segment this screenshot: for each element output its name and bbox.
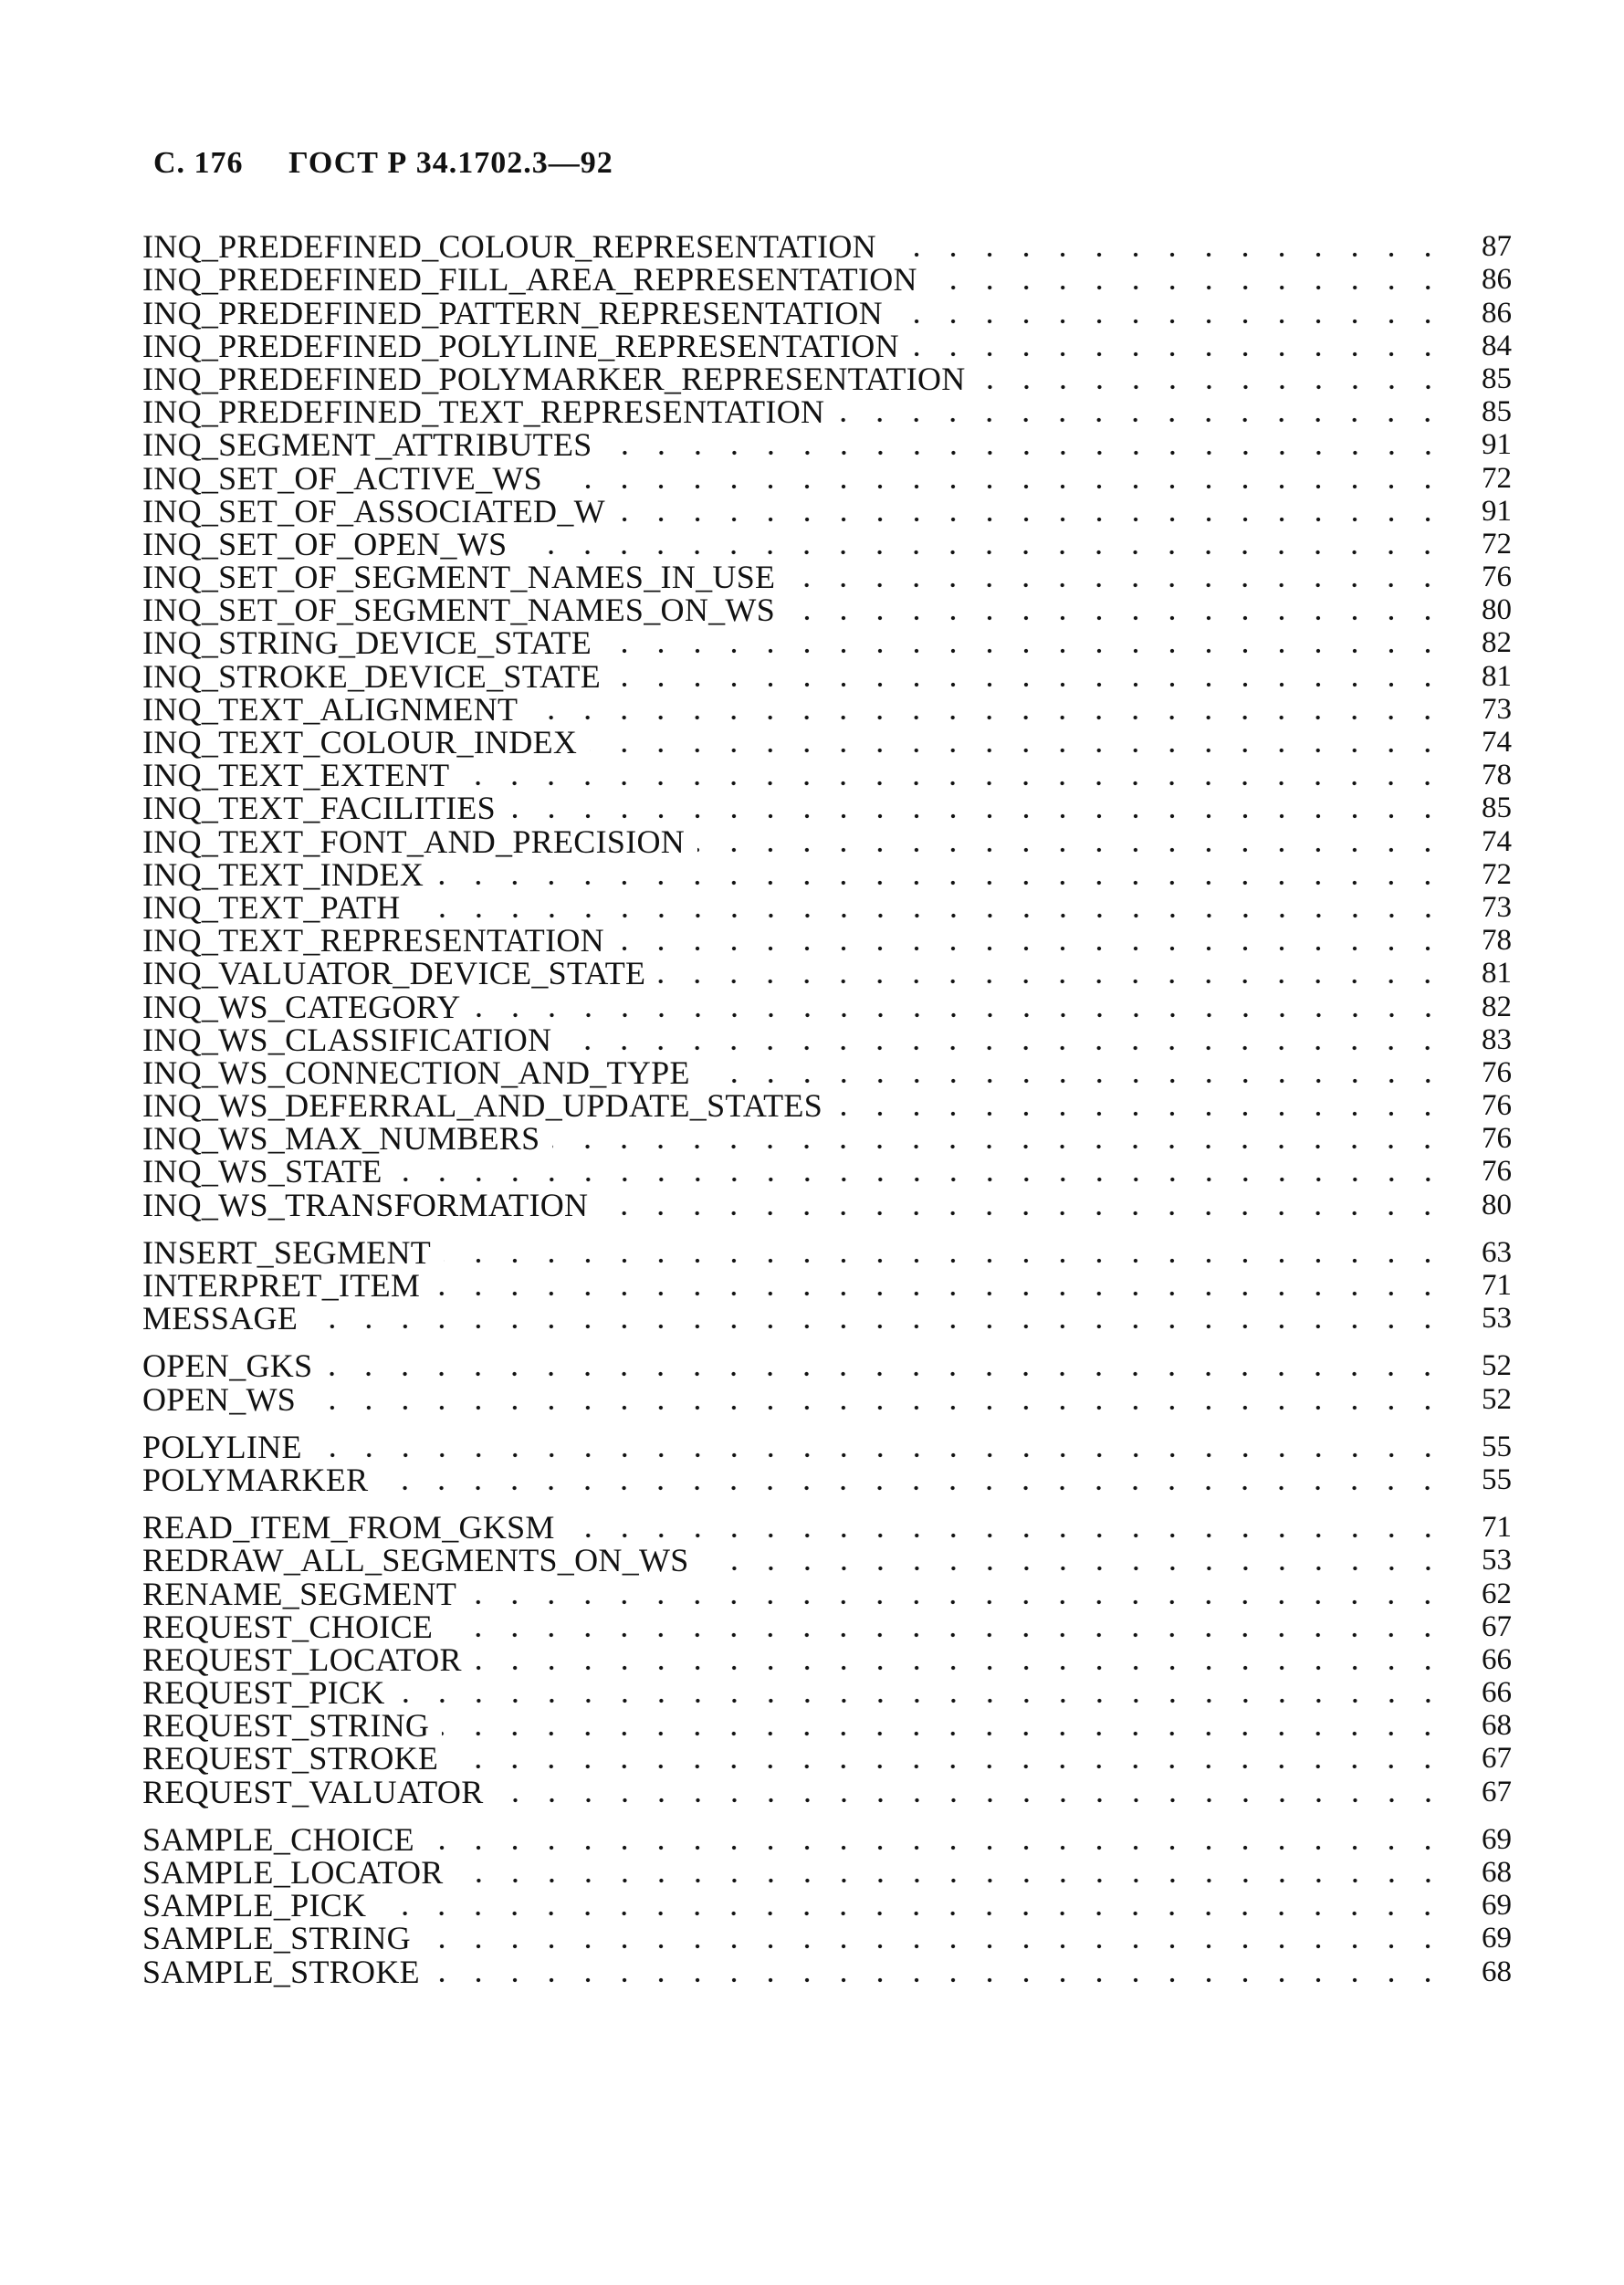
entry-page-number: 87 [1482,230,1512,264]
dot-leader [519,550,1446,555]
entry-page-number: 71 [1482,1269,1512,1302]
dot-leader [475,1665,1446,1671]
dot-leader [835,1111,1446,1116]
index-entry [142,1856,1512,1889]
entry-page-number: 80 [1482,593,1512,627]
dot-leader [564,1045,1446,1051]
dot-leader [451,1764,1446,1769]
index-entry [142,1707,1512,1745]
index-entry [142,1155,1512,1188]
entry-name: INQ_SET_OF_SEGMENT_NAMES_IN_USE [142,559,776,596]
index-entry [142,1953,1512,1990]
dot-leader [605,450,1446,456]
index-entry [142,726,1512,759]
entry-page-number: 66 [1482,1676,1512,1710]
dot-leader [424,1944,1446,1949]
index-group [142,1428,1512,1498]
index-entry [142,624,1512,662]
index-entry [142,1302,1512,1335]
dot-leader [427,1845,1446,1850]
entry-page-number: 74 [1482,824,1512,858]
entry-name: INQ_PREDEFINED_POLYMARKER_REPRESENTATION [142,360,966,397]
standard-designation: ГОСТ Р 34.1702.3—92 [288,146,613,180]
entry-page-number: 81 [1482,957,1512,991]
index-entry [142,459,1512,497]
dot-leader [555,484,1446,489]
index-entry [142,1087,1512,1125]
index-entry [142,855,1512,893]
dot-leader [604,648,1446,654]
entry-name: INQ_SET_OF_SEGMENT_NAMES_ON_WS [142,592,776,629]
index-entry [142,1889,1512,1922]
dot-leader [617,946,1446,951]
dot-leader [568,1533,1446,1538]
page-number: С. 176 [153,146,244,180]
entry-page-number: 63 [1482,1235,1512,1269]
entry-name: INTERPRET_ITEM [142,1267,421,1304]
dot-leader [889,252,1446,257]
entry-page-number: 76 [1482,561,1512,594]
entry-name: INQ_TEXT_PATH [142,888,401,926]
entry-page-number: 91 [1482,494,1512,528]
entry-page-number: 82 [1482,626,1512,660]
index-entry [142,1269,1512,1302]
entry-page-number: 86 [1482,263,1512,297]
dot-leader [310,1324,1446,1329]
entry-page-number: 82 [1482,990,1512,1023]
dot-leader [658,979,1446,984]
entry-name: INQ_TEXT_INDEX [142,855,424,893]
index-entry [142,1640,1512,1678]
index-entry [142,1511,1512,1544]
entry-page-number: 86 [1482,296,1512,330]
index-entry [142,1610,1512,1643]
entry-name: REQUEST_CHOICE [142,1608,434,1645]
dot-leader [469,1599,1446,1605]
dot-leader [309,1405,1446,1410]
entry-name: RENAME_SEGMENT [142,1575,457,1612]
entry-name: INQ_TEXT_REPRESENTATION [142,922,604,959]
dot-leader [436,880,1446,886]
index-entry [142,757,1512,794]
entry-name: INQ_WS_MAX_NUMBERS [142,1120,540,1158]
entry-name: INQ_PREDEFINED_PATTERN_REPRESENTATION [142,294,883,331]
index-entry [142,426,1512,464]
index-entry [142,823,1512,860]
index-entry [142,492,1512,529]
index-entry [142,988,1512,1025]
entry-name: SAMPLE_STROKE [142,1953,420,1990]
entry-name: REQUEST_VALUATOR [142,1773,484,1810]
index-entry [142,1922,1512,1955]
entry-name: INQ_PREDEFINED_COLOUR_REPRESENTATION [142,228,876,266]
entry-name: REQUEST_STRING [142,1707,430,1745]
entry-page-number: 73 [1482,692,1512,726]
entry-name: INQ_TEXT_COLOUR_INDEX [142,724,578,760]
entry-name: REQUEST_STROKE [142,1740,439,1777]
entry-page-number: 76 [1482,1122,1512,1156]
index-entry [142,1674,1512,1712]
dot-leader [325,1371,1446,1377]
entry-name: READ_ITEM_FROM_GKSM [142,1509,555,1546]
entry-page-number: 78 [1482,924,1512,958]
dot-leader [442,1731,1446,1736]
entry-page-number: 85 [1482,362,1512,395]
dot-leader [552,1144,1446,1149]
dot-leader [462,781,1446,786]
entry-name: SAMPLE_CHOICE [142,1820,414,1858]
entry-name: POLYLINE [142,1428,302,1465]
entry-name: INQ_STROKE_DEVICE_STATE [142,657,601,695]
entry-name: INQ_TEXT_ALIGNMENT [142,690,519,728]
entry-page-number: 74 [1482,726,1512,759]
dot-leader [896,319,1446,324]
dot-leader [979,384,1446,390]
index-entry [142,1188,1512,1221]
index-entry [142,592,1512,629]
entry-page-number: 67 [1482,1742,1512,1776]
index-entry [142,1120,1512,1158]
dot-leader [930,285,1446,290]
entry-page-number: 52 [1482,1349,1512,1383]
entry-page-number: 55 [1482,1430,1512,1463]
dot-leader [530,715,1446,720]
index-entry [142,559,1512,596]
dot-leader [433,1977,1446,1983]
entry-page-number: 69 [1482,1822,1512,1856]
index-entry [142,327,1512,364]
entry-name: SAMPLE_STRING [142,1920,411,1957]
index-entry [142,1380,1512,1418]
entry-page-number: 85 [1482,791,1512,825]
entry-name: INSERT_SEGMENT [142,1233,432,1271]
entry-page-number: 68 [1482,1709,1512,1743]
dot-leader [445,1632,1446,1638]
index-entry [142,690,1512,728]
index-entry [142,393,1512,431]
entry-name: INQ_PREDEFINED_FILL_AREA_REPRESENTATION [142,261,917,299]
index-group [142,1511,1512,1808]
entry-name: INQ_WS_CATEGORY [142,988,461,1025]
index-entry [142,1233,1512,1271]
dot-leader [497,1798,1446,1803]
dot-leader [474,1012,1446,1018]
index-entry [142,888,1512,926]
entry-name: INQ_PREDEFINED_POLYLINE_REPRESENTATION [142,327,899,364]
dot-leader [788,582,1446,588]
index-entry [142,228,1512,266]
dot-leader [508,813,1446,819]
entry-name: SAMPLE_LOCATOR [142,1854,444,1891]
dot-leader [788,615,1446,621]
dot-leader [618,517,1446,522]
index-group [142,1820,1512,1990]
index-entry [142,790,1512,827]
entry-name: REQUEST_LOCATOR [142,1640,462,1678]
entry-page-number: 84 [1482,329,1512,362]
index-entry [142,1347,1512,1385]
entry-name: OPEN_GKS [142,1347,313,1385]
dot-leader [837,417,1446,423]
entry-name: REDRAW_ALL_SEGMENTS_ON_WS [142,1542,689,1579]
entry-page-number: 52 [1482,1382,1512,1416]
entry-name: INQ_TEXT_FONT_AND_PRECISION [142,823,686,860]
dot-leader [444,1258,1446,1263]
dot-leader [590,748,1446,753]
entry-page-number: 83 [1482,1022,1512,1056]
dot-leader [315,1452,1446,1458]
dot-leader [379,1911,1446,1916]
dot-leader [703,1078,1446,1084]
dot-leader [697,847,1446,853]
dot-leader [702,1566,1446,1571]
entry-name: INQ_WS_CONNECTION_AND_TYPE [142,1053,690,1091]
index-group [142,230,1512,1221]
entry-name: INQ_WS_DEFERRAL_AND_UPDATE_STATES [142,1087,823,1125]
entry-name: INQ_WS_TRANSFORMATION [142,1186,589,1223]
index-entry [142,1775,1512,1808]
entry-page-number: 78 [1482,759,1512,792]
index-entry [142,296,1512,329]
entry-page-number: 81 [1482,659,1512,693]
entry-page-number: 72 [1482,461,1512,495]
index-entry [142,525,1512,562]
entry-name: REQUEST_PICK [142,1674,385,1712]
dot-leader [601,1211,1446,1216]
entry-page-number: 55 [1482,1462,1512,1496]
index-entry [142,1820,1512,1858]
index-entry [142,1428,1512,1465]
dot-leader [398,1698,1446,1703]
entry-name: INQ_PREDEFINED_TEXT_REPRESENTATION [142,393,825,431]
entry-page-number: 53 [1482,1544,1512,1577]
index-entry [142,1463,1512,1496]
index-entry [142,261,1512,299]
entry-name: INQ_STRING_DEVICE_STATE [142,624,592,662]
entry-page-number: 72 [1482,527,1512,561]
entry-page-number: 66 [1482,1642,1512,1676]
dot-leader [414,913,1446,918]
entry-page-number: 67 [1482,1775,1512,1808]
page-header [153,146,613,181]
entry-page-number: 67 [1482,1609,1512,1643]
entry-name: INQ_SEGMENT_ATTRIBUTES [142,426,592,464]
entry-name: INQ_VALUATOR_DEVICE_STATE [142,955,646,992]
dot-leader [381,1485,1446,1491]
entry-name: INQ_SET_OF_ACTIVE_WS [142,459,542,497]
entry-page-number: 73 [1482,890,1512,924]
entry-page-number: 69 [1482,1922,1512,1955]
entry-name: INQ_WS_STATE [142,1153,382,1190]
dot-leader [395,1177,1446,1182]
entry-name: INQ_TEXT_FACILITIES [142,790,496,827]
index-entry [142,1023,1512,1056]
entry-page-number: 71 [1482,1511,1512,1545]
entry-page-number: 53 [1482,1302,1512,1336]
entry-name: MESSAGE [142,1300,299,1337]
index-entry [142,1544,1512,1577]
entry-page-number: 76 [1482,1155,1512,1189]
entry-name: INQ_WS_CLASSIFICATION [142,1021,552,1058]
entry-page-number: 85 [1482,395,1512,429]
entry-name: INQ_SET_OF_ASSOCIATED_W [142,492,605,529]
entry-name: OPEN_WS [142,1380,297,1418]
entry-page-number: 80 [1482,1188,1512,1221]
index-entry [142,362,1512,395]
entry-page-number: 68 [1482,1856,1512,1889]
entry-name: INQ_SET_OF_OPEN_WS [142,525,508,562]
index-entry [142,957,1512,990]
dot-leader [433,1291,1446,1296]
entry-page-number: 76 [1482,1089,1512,1123]
dot-leader [912,351,1446,357]
entry-page-number: 62 [1482,1577,1512,1610]
index-entry [142,1575,1512,1612]
entry-page-number: 68 [1482,1955,1512,1988]
entry-page-number: 72 [1482,857,1512,891]
index-entry [142,1053,1512,1091]
dot-leader [456,1878,1446,1883]
entry-page-number: 76 [1482,1055,1512,1089]
index-entry [142,657,1512,695]
function-index [142,230,1512,2003]
entry-name: INQ_TEXT_EXTENT [142,757,450,794]
entry-name: SAMPLE_PICK [142,1887,367,1924]
dot-leader [613,682,1446,687]
index-entry [142,924,1512,957]
index-group [142,1233,1512,1337]
index-entry [142,1742,1512,1775]
index-group [142,1347,1512,1418]
entry-name: POLYMARKER [142,1461,369,1498]
entry-page-number: 91 [1482,428,1512,462]
entry-page-number: 69 [1482,1889,1512,1923]
